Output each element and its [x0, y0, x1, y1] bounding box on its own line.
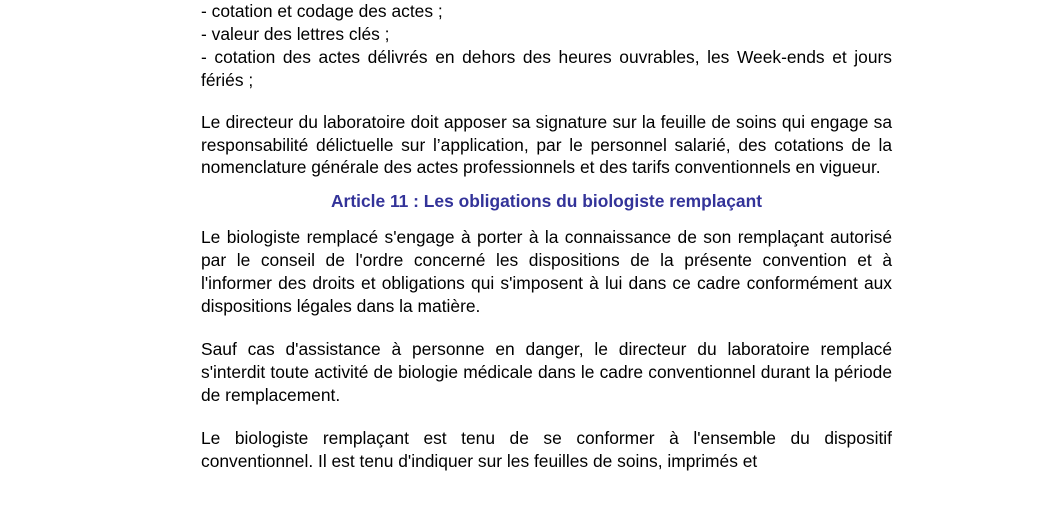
list-item: - cotation des actes délivrés en dehors des heures ouvrables, les Week-ends et jours fériés ; — [201, 46, 892, 90]
spacer — [201, 92, 892, 111]
spacer — [201, 179, 892, 190]
paragraph-interdiction: Sauf cas d'assistance à personne en danger, le directeur du laboratoire remplacé s'interdit toute activité de biologie médicale dans le cadre conventionnel durant la période de remplacement. — [201, 338, 892, 405]
spacer — [201, 407, 892, 427]
fee-items-list — [201, 0, 892, 92]
list-item: - valeur des lettres clés ; — [201, 23, 390, 44]
list-item: - cotation et codage des actes ; — [201, 1, 443, 21]
paragraph-signature: Le directeur du laboratoire doit apposer sa signature sur la feuille de soins qui engage sa responsabilité délictuelle sur l’application, par le personnel salarié, des cotations de la nomenclature générale des actes professionnels et des tarifs conventionnels en vigueur. — [201, 111, 892, 178]
paragraph-inform: Le biologiste remplacé s'engage à porter à la connaissance de son remplaçant autorisé par le conseil de l'ordre concerné les dispositions de la présente convention et à l'informer des droits et obligations qui s'imposent à lui dans ce cadre conformément aux dispositions légales dans la matière. — [201, 227, 892, 316]
paragraph-conform: Le biologiste remplaçant est tenu de se conformer à l'ensemble du dispositif conventionnel. Il est tenu d'indiquer sur les feuilles de soins, imprimés et — [201, 427, 892, 471]
spacer — [201, 318, 892, 338]
text-column — [201, 0, 892, 472]
spacer — [201, 213, 892, 226]
article-heading: Article 11 : Les obligations du biologiste remplaçant — [331, 191, 762, 212]
